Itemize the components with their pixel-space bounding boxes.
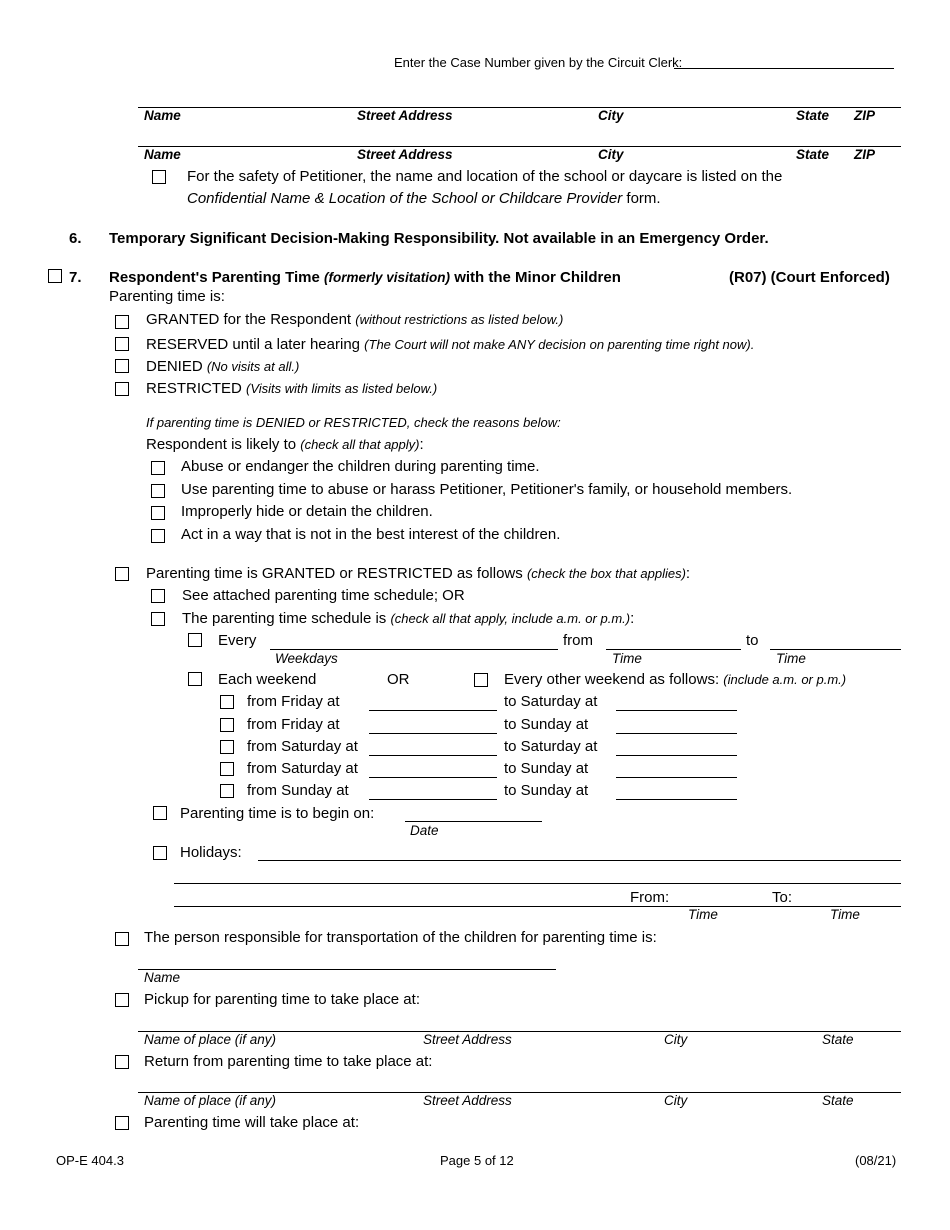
every-checkbox[interactable]: [188, 633, 202, 647]
address-street-label: Street Address: [357, 108, 453, 123]
weekend-row-to: to Saturday at: [504, 738, 598, 755]
schedule-is-label: [182, 610, 634, 627]
likely-note: (check all that apply): [300, 437, 420, 452]
every-other-weekend-note: (include a.m. or p.m.): [723, 672, 847, 687]
section-7-title-start: Respondent's Parenting Time: [109, 269, 324, 286]
schedule-colon: :: [685, 565, 691, 582]
return-street-caption: Street Address: [423, 1093, 512, 1108]
date-caption: Date: [410, 823, 439, 838]
weekend-row-from: from Saturday at: [247, 738, 358, 755]
section-6-number: 6.: [69, 230, 82, 247]
safety-checkbox[interactable]: [152, 170, 166, 184]
holidays-input[interactable]: [258, 860, 901, 861]
address-zip-label: ZIP: [854, 147, 876, 162]
return-state-caption: State: [822, 1093, 854, 1108]
from-label: from: [563, 632, 593, 649]
parenting-time-intro: Parenting time is:: [109, 288, 225, 305]
case-number-label: Enter the Case Number given by the Circuit Clerk:: [394, 55, 683, 70]
reason-interest-checkbox[interactable]: [151, 529, 165, 543]
footer-form-id: OP-E 404.3: [56, 1153, 124, 1168]
pickup-checkbox[interactable]: [115, 993, 129, 1007]
weekend-row-to-input[interactable]: [616, 799, 737, 800]
holidays-input-line3[interactable]: [174, 906, 901, 907]
reason-harass: Use parenting time to abuse or harass Petitioner, Petitioner's family, or household members.: [181, 481, 793, 498]
location-checkbox[interactable]: [115, 1116, 129, 1130]
every-other-weekend: [504, 671, 846, 688]
option-denied: [146, 358, 299, 375]
return-checkbox[interactable]: [115, 1055, 129, 1069]
reason-abuse-checkbox[interactable]: [151, 461, 165, 475]
address-state-label: State: [796, 147, 830, 162]
address-city-label: City: [598, 108, 624, 123]
option-restricted-note: (Visits with limits as listed below.): [246, 381, 438, 396]
weekend-row-to-input[interactable]: [616, 733, 737, 734]
holiday-to-time-caption: Time: [830, 907, 860, 922]
option-granted-label: GRANTED for the Respondent: [146, 311, 356, 328]
reasons-intro: If parenting time is DENIED or RESTRICTED, check the reasons below:: [146, 415, 561, 430]
attached-schedule-label: See attached parenting time schedule; OR: [182, 587, 465, 604]
schedule-is-text: The parenting time schedule is: [182, 610, 391, 627]
to-time-caption: Time: [776, 651, 806, 666]
holiday-to-label: To:: [772, 889, 793, 906]
option-restricted-checkbox[interactable]: [115, 382, 129, 396]
schedule-label: [146, 565, 690, 582]
address-name-label: Name: [144, 108, 181, 123]
every-label: Every: [218, 632, 257, 649]
option-reserved-checkbox[interactable]: [115, 337, 129, 351]
footer-revision-date: (08/21): [855, 1153, 897, 1168]
transport-checkbox[interactable]: [115, 932, 129, 946]
transport-name-caption: Name: [144, 970, 181, 985]
option-reserved: [146, 336, 754, 353]
weekdays-caption: Weekdays: [275, 651, 338, 666]
or-label: OR: [387, 671, 410, 688]
option-granted-checkbox[interactable]: [115, 315, 129, 329]
weekend-row-from-input[interactable]: [369, 799, 497, 800]
holidays-label: Holidays:: [180, 844, 242, 861]
weekend-row-checkbox[interactable]: [220, 740, 234, 754]
section-7-title-end: with the Minor Children: [450, 269, 621, 286]
weekend-row-from-input[interactable]: [369, 733, 497, 734]
return-place-caption: Name of place (if any): [144, 1093, 277, 1108]
option-granted-note: (without restrictions as listed below.): [355, 312, 564, 327]
likely-label: [146, 436, 424, 453]
every-other-weekend-checkbox[interactable]: [474, 673, 488, 687]
weekend-row-checkbox[interactable]: [220, 784, 234, 798]
return-label: Return from parenting time to take place at:: [144, 1053, 433, 1070]
holiday-from-time-caption: Time: [688, 907, 718, 922]
weekend-row-from-input[interactable]: [369, 777, 497, 778]
section-7-number: 7.: [69, 269, 82, 286]
weekend-row-from: from Friday at: [247, 693, 340, 710]
holiday-from-label: From:: [630, 889, 670, 906]
attached-schedule-checkbox[interactable]: [151, 589, 165, 603]
weekend-row-from-input[interactable]: [369, 710, 497, 711]
holidays-input-line2[interactable]: [174, 883, 901, 884]
weekend-row-from: from Sunday at: [247, 782, 349, 799]
weekdays-input[interactable]: [270, 649, 558, 650]
every-other-weekend-label: Every other weekend as follows:: [504, 671, 724, 688]
location-label: Parenting time will take place at:: [144, 1114, 360, 1131]
reason-abuse: Abuse or endanger the children during parenting time.: [181, 458, 540, 475]
schedule-note: (check the box that applies): [526, 566, 686, 581]
option-denied-note: (No visits at all.): [206, 359, 300, 374]
likely-label-text: Respondent is likely to: [146, 436, 301, 453]
weekend-row-checkbox[interactable]: [220, 762, 234, 776]
footer-page-number: Page 5 of 12: [440, 1153, 514, 1168]
begin-date-checkbox[interactable]: [153, 806, 167, 820]
pickup-street-caption: Street Address: [423, 1032, 512, 1047]
schedule-label-text: Parenting time is GRANTED or RESTRICTED as follows: [146, 565, 527, 582]
weekend-row-to: to Sunday at: [504, 716, 589, 733]
section-7-title: [109, 269, 621, 286]
reason-hide: Improperly hide or detain the children.: [181, 503, 433, 520]
likely-colon: :: [419, 436, 424, 453]
begin-date-input[interactable]: [405, 821, 542, 822]
transport-name-input[interactable]: [138, 969, 556, 970]
weekend-row-checkbox[interactable]: [220, 695, 234, 709]
to-time-input[interactable]: [770, 649, 901, 650]
safety-text-line1: For the safety of Petitioner, the name and location of the school or daycare is listed on the: [187, 168, 783, 185]
weekend-row-to: to Saturday at: [504, 693, 598, 710]
weekend-row-from: from Friday at: [247, 716, 340, 733]
from-time-caption: Time: [612, 651, 642, 666]
schedule-is-colon: :: [630, 610, 635, 627]
safety-text-line2: [187, 190, 661, 207]
case-number-input[interactable]: [674, 68, 894, 69]
address-zip-label: ZIP: [854, 108, 876, 123]
option-denied-label: DENIED: [146, 358, 207, 375]
option-restricted-label: RESTRICTED: [146, 380, 247, 397]
reason-hide-checkbox[interactable]: [151, 506, 165, 520]
schedule-checkbox[interactable]: [115, 567, 129, 581]
option-granted: [146, 311, 563, 328]
weekend-row-to-input[interactable]: [616, 755, 737, 756]
pickup-state-caption: State: [822, 1032, 854, 1047]
address-city-label: City: [598, 147, 624, 162]
weekend-row-to: to Sunday at: [504, 760, 589, 777]
schedule-is-note: (check all that apply, include a.m. or p.m.): [390, 611, 631, 626]
begin-date-label: Parenting time is to begin on:: [180, 805, 375, 822]
section-7-code: (R07) (Court Enforced): [729, 269, 890, 286]
option-denied-checkbox[interactable]: [115, 359, 129, 373]
weekend-row-to-input[interactable]: [616, 777, 737, 778]
address-state-label: State: [796, 108, 830, 123]
from-time-input[interactable]: [606, 649, 741, 650]
weekend-row-checkbox[interactable]: [220, 718, 234, 732]
weekend-row-to-input[interactable]: [616, 710, 737, 711]
address-line-2[interactable]: [138, 146, 901, 147]
address-street-label: Street Address: [357, 147, 453, 162]
option-restricted: [146, 380, 437, 397]
option-reserved-note: (The Court will not make ANY decision on parenting time right now).: [364, 337, 755, 352]
weekend-row-to: to Sunday at: [504, 782, 589, 799]
safety-form-name: Confidential Name & Location of the School or Childcare Provider: [187, 190, 623, 207]
pickup-city-caption: City: [664, 1032, 688, 1047]
holidays-checkbox[interactable]: [153, 846, 167, 860]
section-7-title-note: (formerly visitation): [324, 270, 451, 285]
reason-harass-checkbox[interactable]: [151, 484, 165, 498]
weekend-row-from-input[interactable]: [369, 755, 497, 756]
weekend-row-from: from Saturday at: [247, 760, 358, 777]
option-reserved-label: RESERVED until a later hearing: [146, 336, 365, 353]
address-name-label: Name: [144, 147, 181, 162]
section-6-title: Temporary Significant Decision-Making Responsibility. Not available in an Emergency Order.: [109, 230, 769, 247]
pickup-label: Pickup for parenting time to take place at:: [144, 991, 420, 1008]
each-weekend-label: Each weekend: [218, 671, 317, 688]
safety-text-end: form.: [622, 190, 661, 207]
reason-interest: Act in a way that is not in the best interest of the children.: [181, 526, 561, 543]
schedule-is-checkbox[interactable]: [151, 612, 165, 626]
return-city-caption: City: [664, 1093, 688, 1108]
to-label: to: [746, 632, 759, 649]
address-line-1[interactable]: [138, 107, 901, 108]
each-weekend-checkbox[interactable]: [188, 672, 202, 686]
transport-label: The person responsible for transportation of the children for parenting time is:: [144, 929, 657, 946]
pickup-place-caption: Name of place (if any): [144, 1032, 277, 1047]
section-7-checkbox[interactable]: [48, 269, 62, 283]
